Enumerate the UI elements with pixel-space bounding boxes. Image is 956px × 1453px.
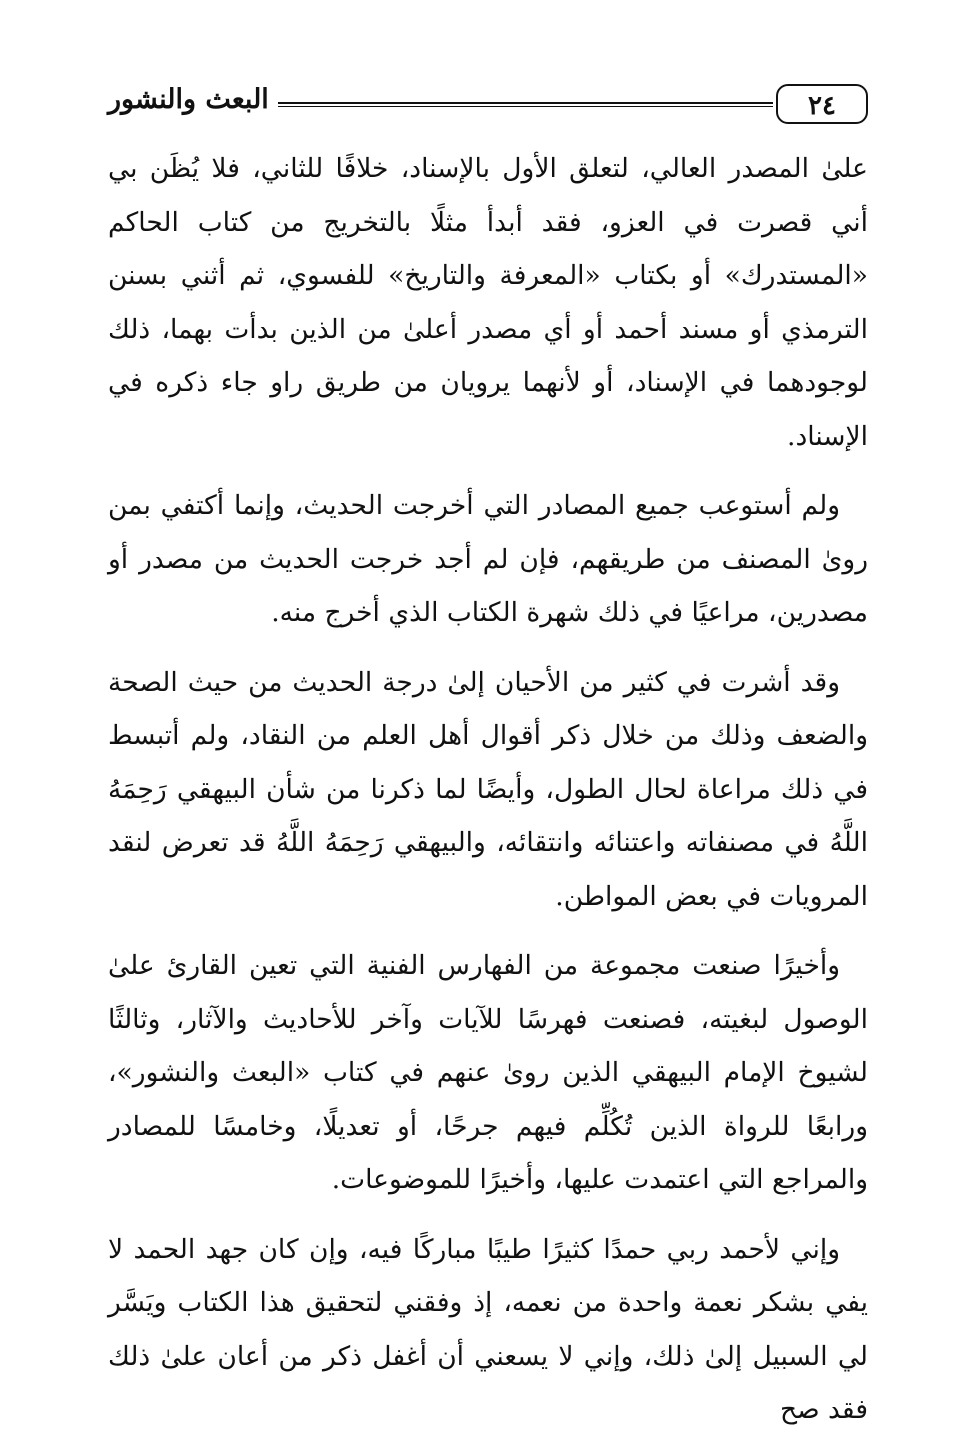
paragraph-2: ولم أستوعب جميع المصادر التي أخرجت الحديث، وإنما أكتفي بمن روىٰ المصنف من طريقهم، فإن لم أجد خرجت الحديث من مصدر أو مصدرين، مراعيًا في ذلك شهرة الكتاب الذي أخرج منه. [108, 490, 868, 628]
running-title: البعث والنشور [108, 84, 269, 115]
paragraph-1: علىٰ المصدر العالي، لتعلق الأول بالإسناد، خلافًا للثاني، فلا يُظَن بي أني قصرت في العزو، فقد أبدأ مثلًا بالتخريج من كتاب الحاكم «المستدرك» أو بكتاب «المعرفة والتاريخ» للفسوي، ثم أثني بسنن الترمذي أو مسند أحمد أو أي مصدر أعلىٰ من الذين بدأت بهما، ذلك لوجودهما في الإسناد، أو لأنهما يرويان من طريق راو جاء ذكره في الإسناد. [108, 153, 868, 452]
page-number: ٢٤ [776, 84, 868, 124]
paragraph-4: وأخيرًا صنعت مجموعة من الفهارس الفنية التي تعين القارئ علىٰ الوصول لبغيته، فصنعت فهرسًا للآيات وآخر للأحاديث والآثار، وثالثًا لشيوخ الإمام البيهقي الذين روىٰ عنهم في كتاب «البعث والنشور»، ورابعًا للرواة الذين تُكُلِّم فيهم جرحًا، أو تعديلًا، وخامسًا للمصادر والمراجع التي اعتمدت عليها، وأخيرًا للموضوعات. [108, 950, 868, 1195]
paragraph-5: وإني لأحمد ربي حمدًا كثيرًا طيبًا مباركًا فيه، وإن كان جهد الحمد لا يفي بشكر نعمة واحدة من نعمه، إذ وفقني لتحقيق هذا الكتاب ويَسَّر لي السبيل إلىٰ ذلك، وإني لا يسعني أن أغفل ذكر من أعان علىٰ ذلك فقد صح [108, 1233, 868, 1425]
page-body [108, 142, 868, 1453]
page-header [108, 80, 868, 130]
header-rule [278, 102, 773, 107]
paragraph-3: وقد أشرت في كثير من الأحيان إلىٰ درجة الحديث من حيث الصحة والضعف وذلك من خلال ذكر أقوال أهل العلم من النقاد، ولم أتبسط في ذلك مراعاة لحال الطول، وأيضًا لما ذكرنا من شأن البيهقي رَحِمَهُ اللَّهُ في مصنفاته واعتنائه وانتقائه، والبيهقي رَحِمَهُ اللَّهُ قد تعرض لنقد المرويات في بعض المواطن. [108, 666, 868, 912]
